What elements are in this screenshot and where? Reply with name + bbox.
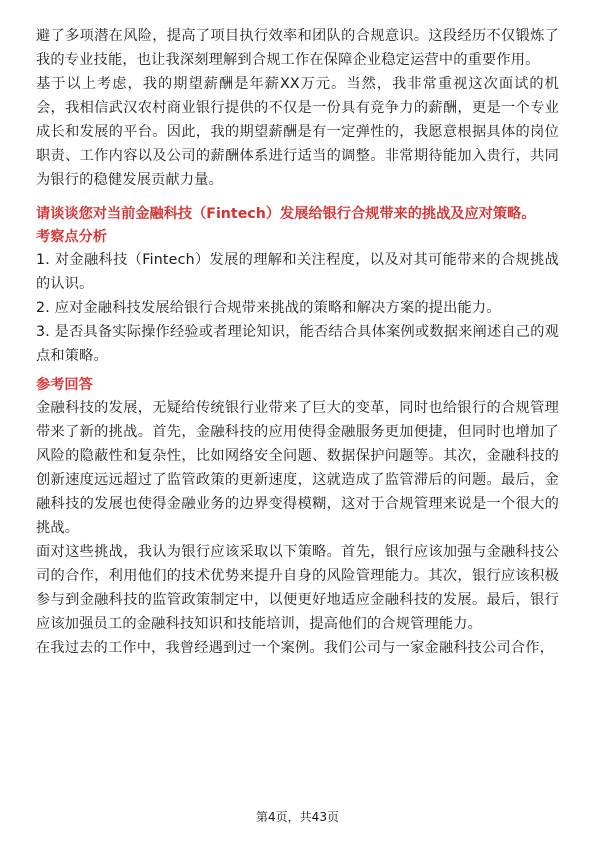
document-body [36, 24, 559, 660]
analysis-title: 考察点分析 [36, 229, 107, 245]
answer-paragraph-3: 在我过去的工作中，我曾经遇到过一个案例。我们公司与一家金融科技公司合作， [36, 640, 554, 656]
analysis-item-1: 1. 对金融科技（Fintech）发展的理解和关注程度，以及对其可能带来的合规挑战的认识。 [36, 252, 559, 292]
interview-question: 请谈谈您对当前金融科技（Fintech）发展给银行合规带来的挑战及应对策略。 [36, 206, 536, 222]
answer-paragraph-2: 面对这些挑战，我认为银行应该采取以下策略。首先，银行应该加强与金融科技公司的合作，利用他们的技术优势来提升自身的风险管理能力。其次，银行应该积极参与到金融科技的监管政策制定中，以便更好地适应金融科技的发展。最后，银行应该加强员工的金融科技知识和技能培训，提高他们的合规管理能力。 [36, 544, 559, 632]
analysis-item-3: 3. 是否具备实际操作经验或者理论知识，能否结合具体案例或数据来阐述自己的观点和策略。 [36, 324, 559, 364]
answer-title: 参考回答 [36, 377, 93, 393]
intro-paragraph-1: 避了多项潜在风险，提高了项目执行效率和团队的合规意识。这段经历不仅锻炼了我的专业技能，也让我深刻理解到合规工作在保障企业稳定运营中的重要作用。 [36, 28, 559, 68]
intro-paragraph-2: 基于以上考虑，我的期望薪酬是年薪XX万元。当然，我非常重视这次面试的机会，我相信武汉农村商业银行提供的不仅是一份具有竞争力的薪酬，更是一个专业成长和发展的平台。因此，我的期望薪酬是有一定弹性的，我愿意根据具体的岗位职责、工作内容以及公司的薪酬体系进行适当的调整。非常期待能加入贵行，共同为银行的稳健发展贡献力量。 [36, 76, 559, 188]
analysis-item-2: 2. 应对金融科技发展给银行合规带来挑战的策略和解决方案的提出能力。 [36, 300, 501, 316]
answer-paragraph-1: 金融科技的发展，无疑给传统银行业带来了巨大的变革，同时也给银行的合规管理带来了新的挑战。首先，金融科技的应用使得金融服务更加便捷，但同时也增加了风险的隐蔽性和复杂性，比如网络安全问题、数据保护问题等。其次，金融科技的创新速度远远超过了监管政策的更新速度，这就造成了监管滞后的问题。最后，金融科技的发展也使得金融业务的边界变得模糊，这对于合规管理来说是一个很大的挑战。 [36, 400, 559, 536]
page-number: 第4页，共43页 [256, 810, 339, 824]
